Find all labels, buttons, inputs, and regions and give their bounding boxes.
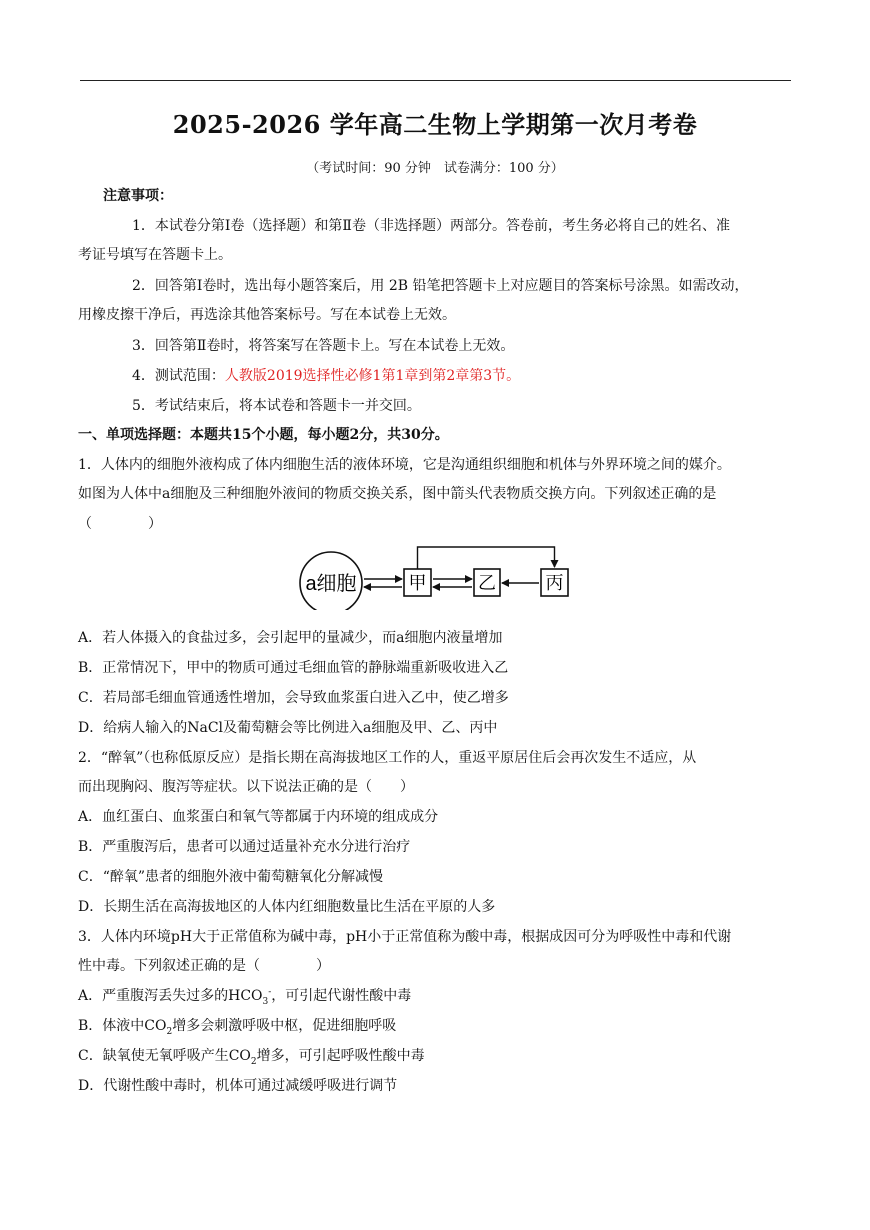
section-heading: 一、单项选择题：本题共15个小题，每小题2分，共30分。 <box>78 427 449 443</box>
question-3-option-d: D．代谢性酸中毒时，机体可通过减缓呼吸进行调节 <box>78 1078 398 1094</box>
question-2-option-a: A．血红蛋白、血浆蛋白和氧气等都属于内环境的组成成分 <box>78 809 439 825</box>
question-3-stem: 3．人体内环境pH大于正常值称为碱中毒，pH小于正常值称为酸中毒，根据成因可分为呼吸性中毒和代谢 <box>78 929 732 945</box>
question-1-option-b: B．正常情况下，甲中的物质可通过毛细血管的静脉端重新吸收进入乙 <box>78 660 509 676</box>
test-scope-highlight: 人教版2019选择性必修1第1章到第2章第3节。 <box>224 368 521 384</box>
yi-label: 乙 <box>478 573 496 594</box>
question-3-option-c: C．缺氧使无氧呼吸产生$CO_2$增多，可引起呼吸性酸中毒 <box>78 1048 425 1067</box>
notice-item-2: 2．回答第Ⅰ卷时，选出每小题答案后，用 2B 铅笔把答题卡上对应题目的答案标号涂黑。如需改动， <box>132 278 749 294</box>
question-2-option-d: D．长期生活在高海拔地区的人体内红细胞数量比生活在平原的人多 <box>78 899 496 915</box>
header-rule <box>80 80 791 81</box>
question-2-option-c: C．“醉氧”患者的细胞外液中葡萄糖氧化分解减慢 <box>78 869 384 885</box>
cell-a-label: a细胞 <box>305 573 357 595</box>
question-2-stem: 2．“醉氧”（也称低原反应）是指长期在高海拔地区工作的人，重返平原居住后会再次发生不适应，从 <box>78 750 697 766</box>
question-1-option-d: D．给病人输入的NaCl及葡萄糖会等比例进入a细胞及甲、乙、丙中 <box>78 720 498 736</box>
question-1-option-c: C．若局部毛细血管通透性增加，会导致血浆蛋白进入乙中，使乙增多 <box>78 690 509 706</box>
question-3-option-a: A．严重腹泻丢失过多的$HCO_3^-$，可引起代谢性酸中毒 <box>78 987 412 1007</box>
notice-item-5: 5．考试结束后，将本试卷和答题卡一并交回。 <box>132 398 421 414</box>
question-3-stem-cont: 性中毒。下列叙述正确的是（ ） <box>78 958 330 974</box>
notice-item-4-prefix: 4．测试范围： <box>132 368 225 384</box>
notice-item-3: 3．回答第Ⅱ卷时，将答案写在答题卡上。写在本试卷上无效。 <box>132 338 515 354</box>
arrow-jia-to-bing <box>418 547 555 569</box>
page-title: 2025-2026 学年高二生物上学期第一次月考卷 <box>172 110 698 139</box>
notice-heading: 注意事项： <box>103 188 173 204</box>
notice-item-2-cont: 用橡皮擦干净后，再选涂其他答案标号。写在本试卷上无效。 <box>78 307 456 323</box>
bing-label: 丙 <box>545 573 564 594</box>
question-1-blank: （ ） <box>78 516 162 532</box>
question-2-stem-cont: 而出现胸闷、腹泻等症状。以下说法正确的是（ ） <box>78 779 414 795</box>
question-3-option-b: B．体液中$CO_2$增多会刺激呼吸中枢，促进细胞呼吸 <box>78 1018 397 1037</box>
jia-label: 甲 <box>408 573 427 594</box>
question-1-option-a: A．若人体摄入的食盐过多，会引起甲的量减少，而a细胞内液量增加 <box>78 630 503 646</box>
notice-item-1-cont: 考证号填写在答题卡上。 <box>78 247 232 263</box>
exam-info: （考试时间：90 分钟 试卷满分：100 分） <box>306 161 564 176</box>
notice-item-4 <box>132 366 520 386</box>
question-2-option-b: B．严重腹泻后，患者可以通过适量补充水分进行治疗 <box>78 839 411 855</box>
fluid-exchange-diagram <box>298 540 578 610</box>
notice-item-1: 1．本试卷分第Ⅰ卷（选择题）和第Ⅱ卷（非选择题）两部分。答卷前，考生务必将自己的姓名、准 <box>132 218 730 234</box>
question-1-stem-cont: 如图为人体中a细胞及三种细胞外液间的物质交换关系，图中箭头代表物质交换方向。下列叙述正确的是 <box>78 486 717 502</box>
question-1-stem: 1．人体内的细胞外液构成了体内细胞生活的液体环境，它是沟通组织细胞和机体与外界环境之间的媒介。 <box>78 457 731 473</box>
